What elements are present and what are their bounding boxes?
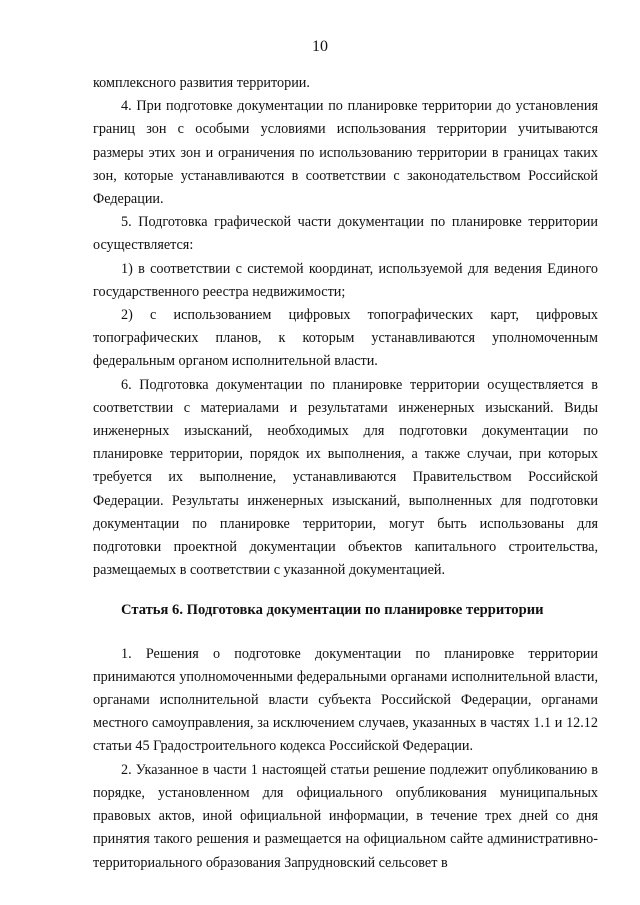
paragraph-item-6: 6. Подготовка документации по планировке территории осуществляется в соответствии с материалами и результатами инженерных изысканий. Виды инженерных изысканий, необходимых для подготовки документации по планировке территории, порядок их выполнения, а также случаи, при которых требуется их выполнение, устанавливаются Правительством Российской Федерации. Результаты инженерных изысканий, выполненных для подготовки документации по планировке территории, могут быть использованы для подготовки проектной документации объектов капитального строительства, размещаемых в соответствии с указанной документацией. (93, 376, 598, 579)
paragraph-article6-item-1: 1. Решения о подготовке документации по планировке территории принимаются уполномоченными федеральными органами исполнительной власти, органами исполнительной власти субъекта Российской Федерации, органами местного самоуправления, за исключением случаев, указанных в частях 1.1 и 12.12 статьи 45 Градостроительного кодекса Российской Федерации. (93, 645, 598, 755)
paragraph-continuation: комплексного развития территории. (93, 75, 310, 91)
article-heading: Статья 6. Подготовка документации по планировке территории (121, 602, 544, 619)
paragraph-article6-item-2: 2. Указанное в части 1 настоящей статьи решение подлежит опубликованию в порядке, установленном для официального опубликования муниципальных правовых актов, иной официальной информации, в течение трех дней со дня принятия такого решения и размещается на официальном сайте административно-территориального образования Запрудновский сельсовет в (93, 761, 598, 871)
paragraph-subitem-2: 2) с использованием цифровых топографических карт, цифровых топографических планов, к которым устанавливаются уполномоченным федеральным органом исполнительной власти. (93, 307, 598, 370)
paragraph-subitem-1: 1) в соответствии с системой координат, используемой для ведения Единого государственного реестра недвижимости; (93, 260, 598, 300)
document-body (93, 72, 598, 875)
page-number: 10 (312, 38, 328, 55)
paragraph-item-5: 5. Подготовка графической части документации по планировке территории осуществляется: (93, 214, 598, 254)
paragraph-item-4: 4. При подготовке документации по планировке территории до установления границ зон с особыми условиями использования территории учитываются размеры этих зон и ограничения по использованию территории в границах таких зон, которые устанавливаются в соответствии с законодательством Российской Федерации. (93, 98, 598, 208)
